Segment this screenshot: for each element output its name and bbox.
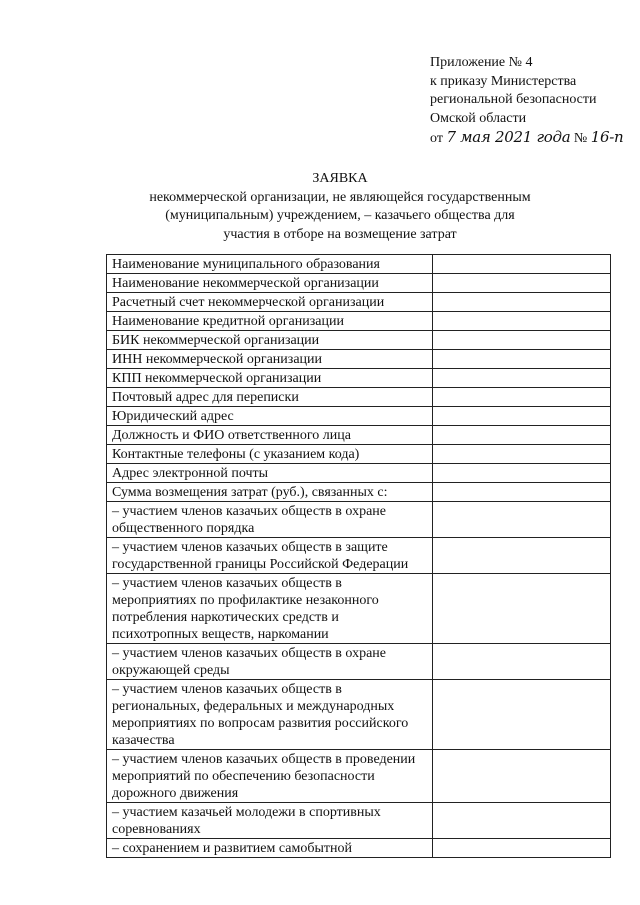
row-value-cell[interactable]	[432, 483, 610, 502]
table-row	[107, 502, 611, 538]
row-value-cell[interactable]	[432, 331, 610, 350]
row-value-cell[interactable]	[432, 350, 610, 369]
row-label: КПП некоммерческой организации	[107, 369, 433, 388]
table-row	[107, 839, 611, 858]
title-line-2: (муниципальным) учреждением, – казачьего общества для	[165, 208, 515, 223]
row-value-cell[interactable]	[432, 407, 610, 426]
document-heading: ЗАЯВКА	[312, 171, 368, 186]
row-value-cell[interactable]	[432, 750, 610, 803]
table-row	[107, 426, 611, 445]
appendix-line-1: Приложение № 4	[430, 55, 533, 70]
handwritten-number: 16-п	[590, 128, 624, 146]
appendix-date-line	[430, 128, 635, 149]
row-value-cell[interactable]	[432, 426, 610, 445]
table-row	[107, 464, 611, 483]
row-value-cell[interactable]	[432, 255, 610, 274]
application-form-table	[106, 254, 611, 858]
row-value-cell[interactable]	[432, 839, 610, 858]
row-label: Должность и ФИО ответственного лица	[107, 426, 433, 445]
row-value-cell[interactable]	[432, 574, 610, 644]
row-label: Почтовый адрес для переписки	[107, 388, 433, 407]
table-row	[107, 369, 611, 388]
row-value-cell[interactable]	[432, 502, 610, 538]
row-label: Расчетный счет некоммерческой организации	[107, 293, 433, 312]
row-value-cell[interactable]	[432, 293, 610, 312]
row-value-cell[interactable]	[432, 312, 610, 331]
table-row	[107, 538, 611, 574]
table-row	[107, 803, 611, 839]
row-label: – участием членов казачьих обществ в охране окружающей среды	[107, 644, 433, 680]
table-row	[107, 350, 611, 369]
row-label: Наименование некоммерческой организации	[107, 274, 433, 293]
row-label: ИНН некоммерческой организации	[107, 350, 433, 369]
appendix-ot: от	[430, 131, 443, 146]
row-value-cell[interactable]	[432, 538, 610, 574]
table-row	[107, 274, 611, 293]
row-label: Сумма возмещения затрат (руб.), связанных с:	[107, 483, 433, 502]
table-row	[107, 331, 611, 350]
appendix-line-3: региональной безопасности	[430, 92, 597, 107]
row-value-cell[interactable]	[432, 803, 610, 839]
table-row	[107, 255, 611, 274]
row-label: Контактные телефоны (с указанием кода)	[107, 445, 433, 464]
row-value-cell[interactable]	[432, 680, 610, 750]
row-label: Наименование муниципального образования	[107, 255, 433, 274]
row-label: – сохранением и развитием самобытной	[107, 839, 433, 858]
table-row	[107, 312, 611, 331]
row-value-cell[interactable]	[432, 369, 610, 388]
row-label: – участием казачьей молодежи в спортивных соревнованиях	[107, 803, 433, 839]
document-title-block	[100, 170, 580, 244]
number-sign: №	[573, 131, 588, 146]
title-line-3: участия в отборе на возмещение затрат	[223, 226, 457, 242]
row-label: Юридический адрес	[107, 407, 433, 426]
appendix-line-2: к приказу Министерства	[430, 73, 577, 89]
table-row	[107, 680, 611, 750]
table-row	[107, 445, 611, 464]
row-label: – участием членов казачьих обществ в мероприятиях по профилактике незаконного потребления наркотических средств и психотропных веществ, наркомании	[107, 574, 433, 644]
row-label: – участием членов казачьих обществ в проведении мероприятий по обеспечению безопасности дорожного движения	[107, 750, 433, 803]
table-row	[107, 750, 611, 803]
table-row	[107, 293, 611, 312]
table-row	[107, 574, 611, 644]
row-value-cell[interactable]	[432, 388, 610, 407]
row-label: БИК некоммерческой организации	[107, 331, 433, 350]
table-row	[107, 483, 611, 502]
row-label: – участием членов казачьих обществ в региональных, федеральных и международных мероприятиях по вопросам развития российского казачества	[107, 680, 433, 750]
row-value-cell[interactable]	[432, 445, 610, 464]
row-value-cell[interactable]	[432, 274, 610, 293]
title-line-1: некоммерческой организации, не являющейся государственным	[149, 189, 531, 205]
row-label: Адрес электронной почты	[107, 464, 433, 483]
appendix-block	[430, 54, 635, 149]
appendix-line-4: Омской области	[430, 110, 527, 126]
row-label: – участием членов казачьих обществ в защите государственной границы Российской Федерации	[107, 538, 433, 574]
table-row	[107, 388, 611, 407]
handwritten-date: 7 мая 2021 года	[446, 128, 571, 146]
table-row	[107, 407, 611, 426]
row-value-cell[interactable]	[432, 464, 610, 483]
row-label: Наименование кредитной организации	[107, 312, 433, 331]
row-label: – участием членов казачьих обществ в охране общественного порядка	[107, 502, 433, 538]
row-value-cell[interactable]	[432, 644, 610, 680]
table-row	[107, 644, 611, 680]
